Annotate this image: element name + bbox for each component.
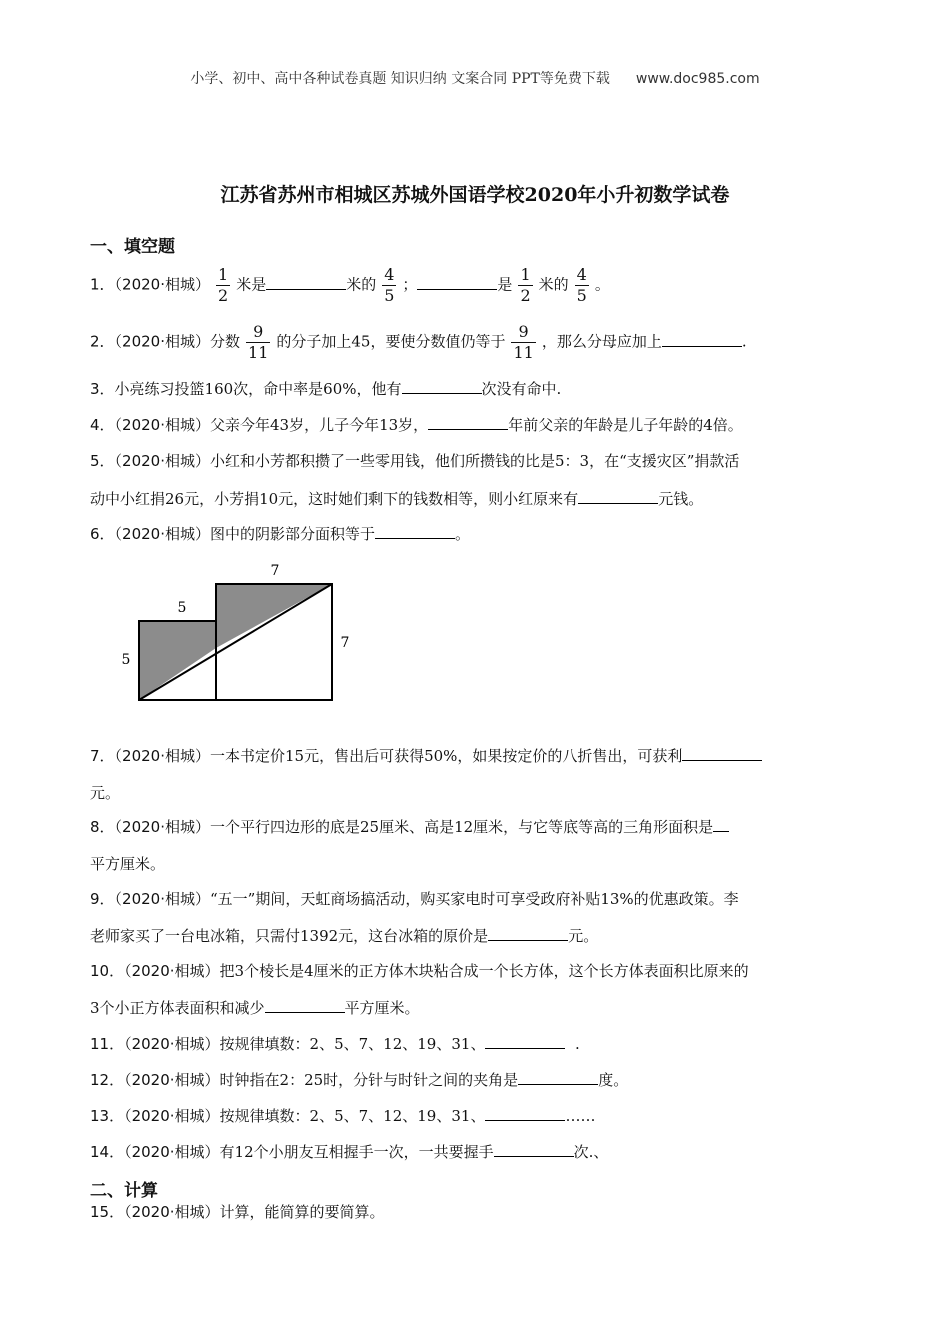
answer-blank[interactable] [485,1034,565,1049]
answer-blank[interactable] [682,746,762,761]
fraction: $\frac{4}{5}$ [384,265,395,305]
section-fill-blank: 一、填空题 [90,237,175,257]
answer-blank[interactable] [417,275,497,290]
label-left: 5 [121,652,131,668]
label-small-top: 5 [177,600,187,616]
answer-blank[interactable] [518,1070,598,1085]
fraction: $\frac{9}{11}$ [513,322,534,362]
answer-blank[interactable] [662,332,742,347]
question-2: 2．（2020·相城）分数 $\frac{9}{11}$ 的分子加上45，要使分数值仍等于 $\frac{9}{11}$ ，那么分母应加上 . [90,322,747,362]
question-10-cont: 3个小正方体表面积和减少 平方厘米。 [90,999,420,1017]
fraction: $\frac{4}{5}$ [576,265,587,305]
question-1: 1．（2020·相城） $\frac{1}{2}$ 米是 米的 $\frac{4}{5}$ ； 是 $\frac{1}{2}$ 米的 $\frac{4}{5}$ 。 [90,265,610,305]
question-9: 9．（2020·相城）“五一”期间，天虹商场搞活动，购买家电时可享受政府补贴13%的优惠政策。李 [90,890,739,908]
section-calc: 二、计算 [90,1181,158,1201]
question-7: 7．（2020·相城）一本书定价15元，售出后可获得50%，如果按定价的八折售出，可获利 [90,743,762,769]
question-8: 8．（2020·相城）一个平行四边形的底是25厘米、高是12厘米，与它等底等高的三角形面积是 [90,814,729,840]
answer-blank[interactable] [265,998,345,1013]
fraction: $\frac{9}{11}$ [248,322,269,362]
page-header [0,68,950,88]
question-15: 15．（2020·相城）计算，能简算的要简算。 [90,1203,385,1221]
shaded-area-figure [112,558,362,708]
answer-blank[interactable] [402,379,482,394]
question-8-cont: 平方厘米。 [90,855,166,873]
fraction: $\frac{1}{2}$ [218,265,229,305]
question-5: 5．（2020·相城）小红和小芳都积攒了一些零用钱，他们所攒钱的比是5：3，在“支援灾区”捐款活 [90,452,740,470]
answer-blank[interactable] [494,1142,574,1157]
question-3: 3．小亮练习投篮160次，命中率是60%，他有 次没有命中. [90,380,562,398]
answer-blank[interactable] [485,1106,565,1121]
answer-blank[interactable] [713,817,729,832]
question-10: 10．（2020·相城）把3个棱长是4厘米的正方体木块粘合成一个长方体，这个长方体表面积比原来的 [90,962,749,980]
question-5-cont: 动中小红捐26元，小芳捐10元，这时她们剩下的钱数相等，则小红原来有 元钱。 [90,490,704,508]
fraction: $\frac{1}{2}$ [520,265,531,305]
answer-blank[interactable] [488,926,568,941]
header-text: 小学、初中、高中各种试卷真题 知识归纳 文案合同 PPT等免费下载 [190,71,610,87]
answer-blank[interactable] [428,415,508,430]
label-right: 7 [340,635,350,651]
question-7-cont: 元。 [90,784,121,802]
page-title: 江苏省苏州市相城区苏城外国语学校2020年小升初数学试卷 [220,184,730,206]
question-14: 14．（2020·相城）有12个小朋友互相握手一次，一共要握手 次.、 [90,1143,609,1161]
question-11: 11．（2020·相城）按规律填数：2、5、7、12、19、31、 . [90,1035,580,1053]
question-13: 13．（2020·相城）按规律填数：2、5、7、12、19、31、 …… [90,1107,596,1125]
header-url[interactable]: www.doc985.com [635,71,760,87]
question-6: 6．（2020·相城）图中的阴影部分面积等于 。 [90,525,471,543]
question-12: 12．（2020·相城）时钟指在2：25时，分针与时针之间的夹角是 度。 [90,1071,629,1089]
question-9-cont: 老师家买了一台电冰箱，只需付1392元，这台冰箱的原价是 元。 [90,927,599,945]
answer-blank[interactable] [375,524,455,539]
answer-blank[interactable] [266,275,346,290]
answer-blank[interactable] [578,489,658,504]
question-4: 4．（2020·相城）父亲今年43岁，儿子今年13岁， 年前父亲的年龄是儿子年龄的4倍。 [90,416,743,434]
label-top: 7 [270,563,280,579]
